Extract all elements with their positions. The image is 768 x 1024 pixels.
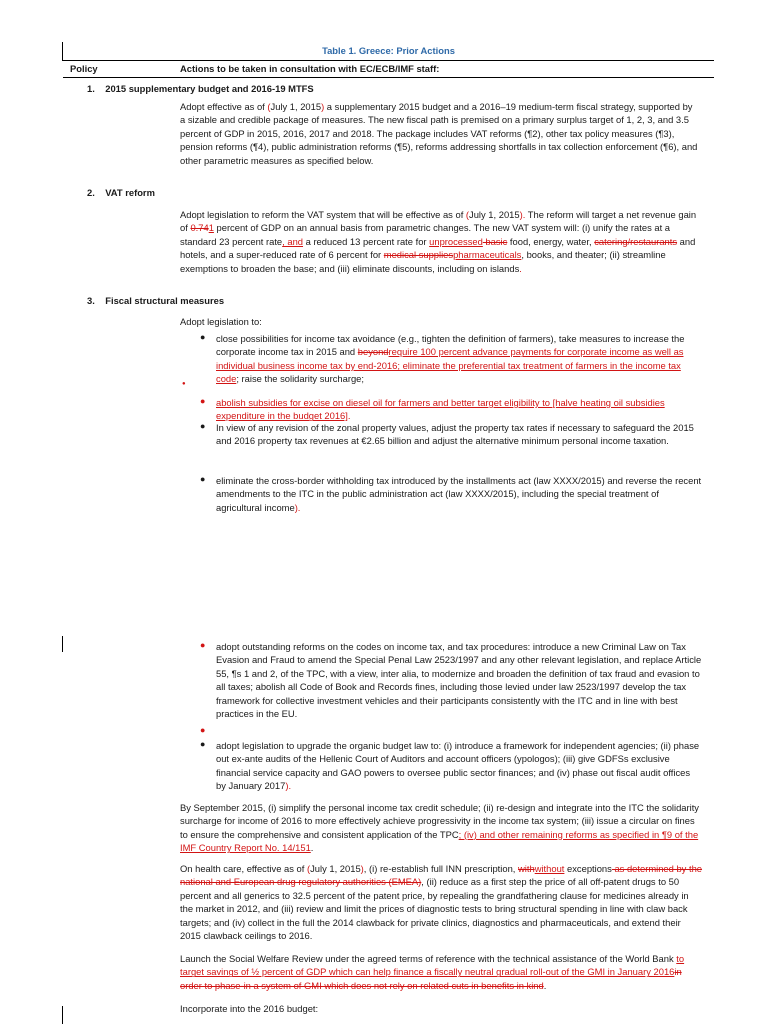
inserted-text: pharmaceuticals	[453, 249, 522, 261]
inserted-text: require 100 percent advance payments for corporate income as well as individual business income tax by end-2016; eliminate the preferential tax treatment of farmers in the income tax code	[216, 346, 684, 385]
empty-bullet-marker: ●	[200, 725, 206, 735]
section1-number: 1.	[87, 83, 95, 94]
section2-title: VAT reform	[105, 187, 155, 198]
bullet-icon: ●	[200, 396, 206, 406]
inserted-text: ; (iv) and other remaining reforms as specified in ¶9 of the IMF Country Report No. 14/151	[180, 828, 699, 854]
table-rule-top	[63, 60, 714, 61]
section3-intro: Adopt legislation to:	[180, 316, 262, 327]
deleted-text: catering/restaurants	[594, 235, 678, 247]
section2-heading	[87, 187, 155, 198]
section2-paragraph: Adopt legislation to reform the VAT system that will be effective as of (July 1, 2015). The reform will target a net revenue gain of 0.741 percent of GDP on an annual basis from parametric changes. The new VAT system will: (i) unify the rates at a standard 23 percent rate, and a reduced 13 percent rate for unprocessed basic food, energy, water, catering/restaurants and hotels, and a super-reduced rate of 6 percent for medical suppliespharmaceuticals, books, and theater; (ii) streamline exemptions to broaden the base; and (iii) eliminate discounts, including on islands.	[180, 209, 697, 274]
health-care-paragraph: On health care, effective as of (July 1, 2015), (i) re-establish full INN prescription, withwithout exceptions as determined by the national and European drug regulatory authorities (EMEA), (ii) reduce as a first step the price of all off-patent drugs to 50 percent and all generics to 32.5 percent of the patent price, by repealing the grandfathering clause for medicines already in the market in 2012, and (iii) review and limit the prices of diagnostic tests to bring structural spending in line with claw back targets; and (iv) collect in the full the 2014 clawback for private clinics, diagnostics and pharmaceuticals, and extend their 2015 clawback ceilings to 2016.	[180, 863, 703, 942]
bullet-icon: ●	[200, 332, 206, 342]
section1-paragraph: Adopt effective as of (July 1, 2015) a supplementary 2015 budget and a 2016–19 medium-term fiscal strategy, supported by a sizable and credible package of measures. The new fiscal path is premised on a primary surplus target of 1, 2, 3, and 3.5 percent of GDP in 2015, 2016, 2017 and 2018. The package includes VAT reforms (¶2), other tax policy measures (¶3), pension reforms (¶4), public administration reforms (¶5), reforms addressing shortfalls in tax collection enforcement (¶6), and other parametric measures as specified below.	[180, 101, 698, 166]
section3-number: 3.	[87, 295, 95, 306]
empty-bullet-marker: ●	[182, 381, 186, 387]
section1-title: 2015 supplementary budget and 2016-19 MTFS	[105, 83, 314, 94]
bullet-item-3: In view of any revision of the zonal property values, adjust the property tax rates if necessary to safeguard the 2015 and 2016 property tax revenues at €2.65 billion and adjust the alternative minimum personal income taxation.	[216, 422, 694, 447]
deleted-text: medical supplies	[383, 249, 454, 261]
bullet-icon: ●	[200, 739, 206, 749]
deleted-text: 0.74	[190, 222, 209, 234]
table-title: Table 1. Greece: Prior Actions	[322, 45, 455, 56]
section1-heading	[87, 83, 314, 94]
section2-number: 2.	[87, 187, 95, 198]
incorporate-line: Incorporate into the 2016 budget:	[180, 1003, 319, 1014]
deleted-text: as determined by the national and European drug regulatory authorities (EMEA)	[180, 863, 703, 888]
inserted-text: to target savings of ½ percent of GDP which can help finance a fiscally neutral gradual roll-out of the GMI in January 2016	[180, 953, 685, 978]
bullet-icon: ●	[200, 474, 206, 484]
inserted-text: without	[534, 863, 565, 874]
bullet-icon: ●	[200, 640, 206, 650]
inserted-text: 1	[208, 222, 214, 234]
inserted-text: abolish subsidies for excise on diesel oil for farmers and better target eligibility to [halve heating oil subsidies expenditure in the budget 2016]	[216, 397, 665, 422]
table-rule-header	[63, 77, 714, 78]
deleted-text: basic	[482, 235, 508, 247]
change-bar-2	[62, 636, 63, 652]
inserted-text: unprocessed	[429, 235, 483, 247]
deleted-text: in order to phase-in a system of GMI which does not rely on related cuts in benefits in kind	[180, 966, 682, 991]
bullet-item-2: abolish subsidies for excise on diesel oil for farmers and better target eligibility to [halve heating oil subsidies expenditure in the budget 2016].	[216, 397, 665, 422]
bullet-item-1: close possibilities for income tax avoidance (e.g., tighten the definition of farmers), take measures to increase the corporate income tax in 2015 and beyondrequire 100 percent advance payments for corporate income as well as individual business income tax by end-2016; eliminate the preferential tax treatment of farmers in the income tax code; raise the solidarity surcharge;	[216, 333, 685, 385]
inserted-text: , and	[282, 235, 304, 247]
september-paragraph: By September 2015, (i) simplify the personal income tax credit schedule; (ii) re-design and integrate into the ITC the solidarity surcharge for income of 2016 to more effectively achieve progressivity in the income tax system; (iii) issue a circular on fines to ensure the comprehensive and consistent application of the TPC; (iv) and other remaining reforms as specified in ¶9 of the IMF Country Report No. 14/151.	[180, 802, 699, 854]
col-policy-header: Policy	[70, 63, 98, 74]
bullet-item-4: eliminate the cross-border withholding tax introduced by the installments act (law XXXX/2015) and reverse the recent amendments to the ITC in the public administration act (law XXXX/2015), including the special treatment of agricultural income).	[216, 475, 702, 513]
deleted-text: with	[518, 863, 535, 874]
section3-title: Fiscal structural measures	[105, 295, 225, 306]
section3-heading	[87, 295, 224, 306]
change-bar-3	[62, 1006, 63, 1024]
bullet-item-5: adopt outstanding reforms on the codes on income tax, and tax procedures: introduce a new Criminal Law on Tax Evasion and Fraud to amend the Special Penal Law 2523/1997 and any other relevant legislation, and replace Article 55, ¶s 1 and 2, of the TPC, with a view, inter alia, to modernize and broaden the definition of tax fraud and evasion to all taxes; abolish all Code of Book and Records fines, including those levied under law 2523/1997 develop the tax framework for collective investment vehicles and their participants consistently with the ITC and in line with best practices in the EU.	[216, 641, 702, 720]
col-actions-header: Actions to be taken in consultation with EC/ECB/IMF staff:	[180, 63, 440, 74]
social-welfare-paragraph: Launch the Social Welfare Review under the agreed terms of reference with the technical assistance of the World Bank to target savings of ½ percent of GDP which can help finance a fiscally neutral gradual roll-out of the GMI in January 2016in order to phase-in a system of GMI which does not rely on related cuts in benefits in kind.	[180, 953, 685, 991]
bullet-item-6: adopt legislation to upgrade the organic budget law to: (i) introduce a framework for independent agencies; (ii) phase out ex-ante audits of the Hellenic Court of Auditors and account officers (ypologos); (iii) give GDFSs exclusive financial service capacity and GAO powers to oversee public sector finances; and (iv) phase out fiscal audit offices by January 2017).	[216, 740, 700, 792]
bullet-icon: ●	[200, 421, 206, 431]
deleted-text: beyond	[357, 346, 389, 358]
